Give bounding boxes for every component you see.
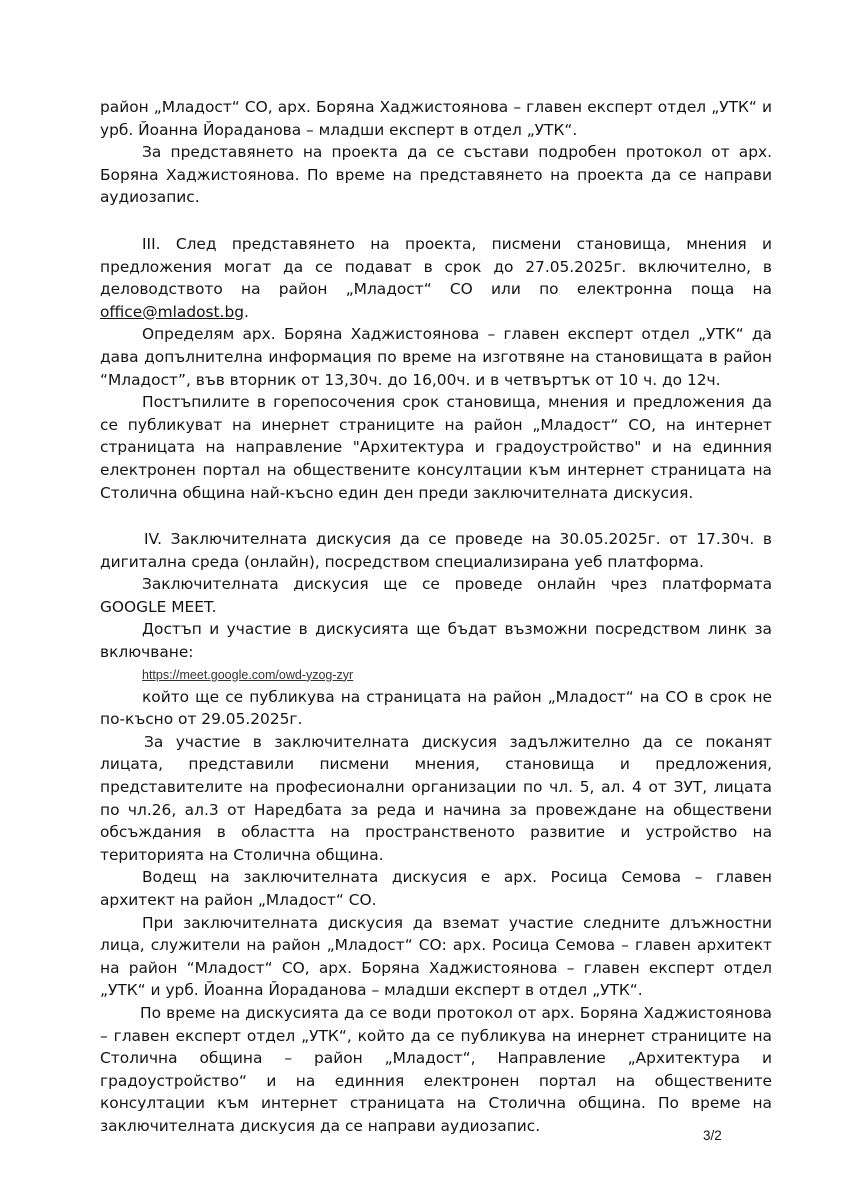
paragraph: За представянето на проекта да се състави подробен протокол от арх. Боряна Хаджистоянова. По време на представянето на проекта да се направи аудиозапис. <box>100 143 772 207</box>
email-suffix: . <box>244 302 249 321</box>
paragraph: район „Младост“ СО, арх. Боряна Хаджистоянова – главен експерт отдел „УТК“ и урб. Йоанна Йораданова – младши експерт в отдел „УТК“. <box>100 98 772 139</box>
paragraph: Заключителната дискусия ще се проведе онлайн чрез платформата GOOGLE MEET. <box>100 575 772 616</box>
paragraph: За участие в заключителната дискусия задължително да се поканят лицата, представили писмени мнения, становища и предложения, представителите на професионални организации по чл. 5, ал. 4 от ЗУТ, лицата по чл.26, ал.3 от Наредбата за реда и начина за провеждане на обществени обсъждания в областта на пространственото развитие и устройство на територията на Столична община. <box>100 732 772 864</box>
paragraph: Водещ на заключителната дискусия е арх. Росица Семова – главен архитект на район „Младост“ СО. <box>100 868 772 909</box>
email-link[interactable]: office@mladost.bg <box>100 302 244 321</box>
paragraph: който ще се публикува на страницата на район „Младост“ на СО в срок не по-късно от 29.05.2025г. <box>100 687 772 729</box>
paragraph: Постъпилите в горепосочения срок становища, мнения и предложения да се публикуват на инернет страниците на район „Младост“ СО, на интернет страницата на направление "Архитектура и градоустройство" и на единния електронен портал на обществените консултации към интернет страницата на Столична община най-късно един ден преди заключителната дискусия. <box>100 393 772 502</box>
page-number: 3/2 <box>703 1128 722 1143</box>
paragraph: Определям арх. Боряна Хаджистоянова – главен експерт отдел „УТК“ да дава допълнителна информация по време на изготвяне на становищата в район “Младост”, във вторник от 13,30ч. до 16,00ч. и в четвъртък от 10 ч. до 12ч. <box>100 325 772 389</box>
meet-link-line <box>100 665 772 685</box>
paragraph: По време на дискусията да се води протокол от арх. Боряна Хаджистоянова – главен експерт отдел „УТК“, който да се публикува на инернет страниците на Столична община – район „Младост“, Направление „Архитектура и градоустройство“ и на единния електронен портал на обществените консултации към интернет страницата на Столична община. По време на заключителната дискусия да се направи аудиозапис. <box>100 1003 772 1135</box>
section-iii-paragraph <box>100 233 772 323</box>
meet-link[interactable]: https://meet.google.com/owd-yzog-zyr <box>142 667 354 682</box>
paragraph: При заключителната дискусия да вземат участие следните длъжностни лица, служители на район „Младост“ СО: арх. Росица Семова – главен архитект на район “Младост“ СО, арх. Боряна Хаджистоянова – главен експерт отдел „УТК“ и урб. Йоанна Йораданова – младши експерт в отдел „УТК“. <box>100 913 772 1000</box>
section-iv-paragraph: IV. Заключителната дискусия да се проведе на 30.05.2025г. от 17.30ч. в дигитална среда (онлайн), посредством специализирана уеб платформа. <box>100 530 772 571</box>
paragraph-text: III. След представянето на проекта, писмени становища, мнения и предложения могат да се подават в срок до 27.05.2025г. включително, в деловодството на район „Младост“ СО или по електронна поща на <box>100 234 772 299</box>
paragraph: Достъп и участие в дискусията ще бъдат възможни посредством линк за включване: <box>100 620 772 662</box>
document-body <box>100 96 772 1138</box>
